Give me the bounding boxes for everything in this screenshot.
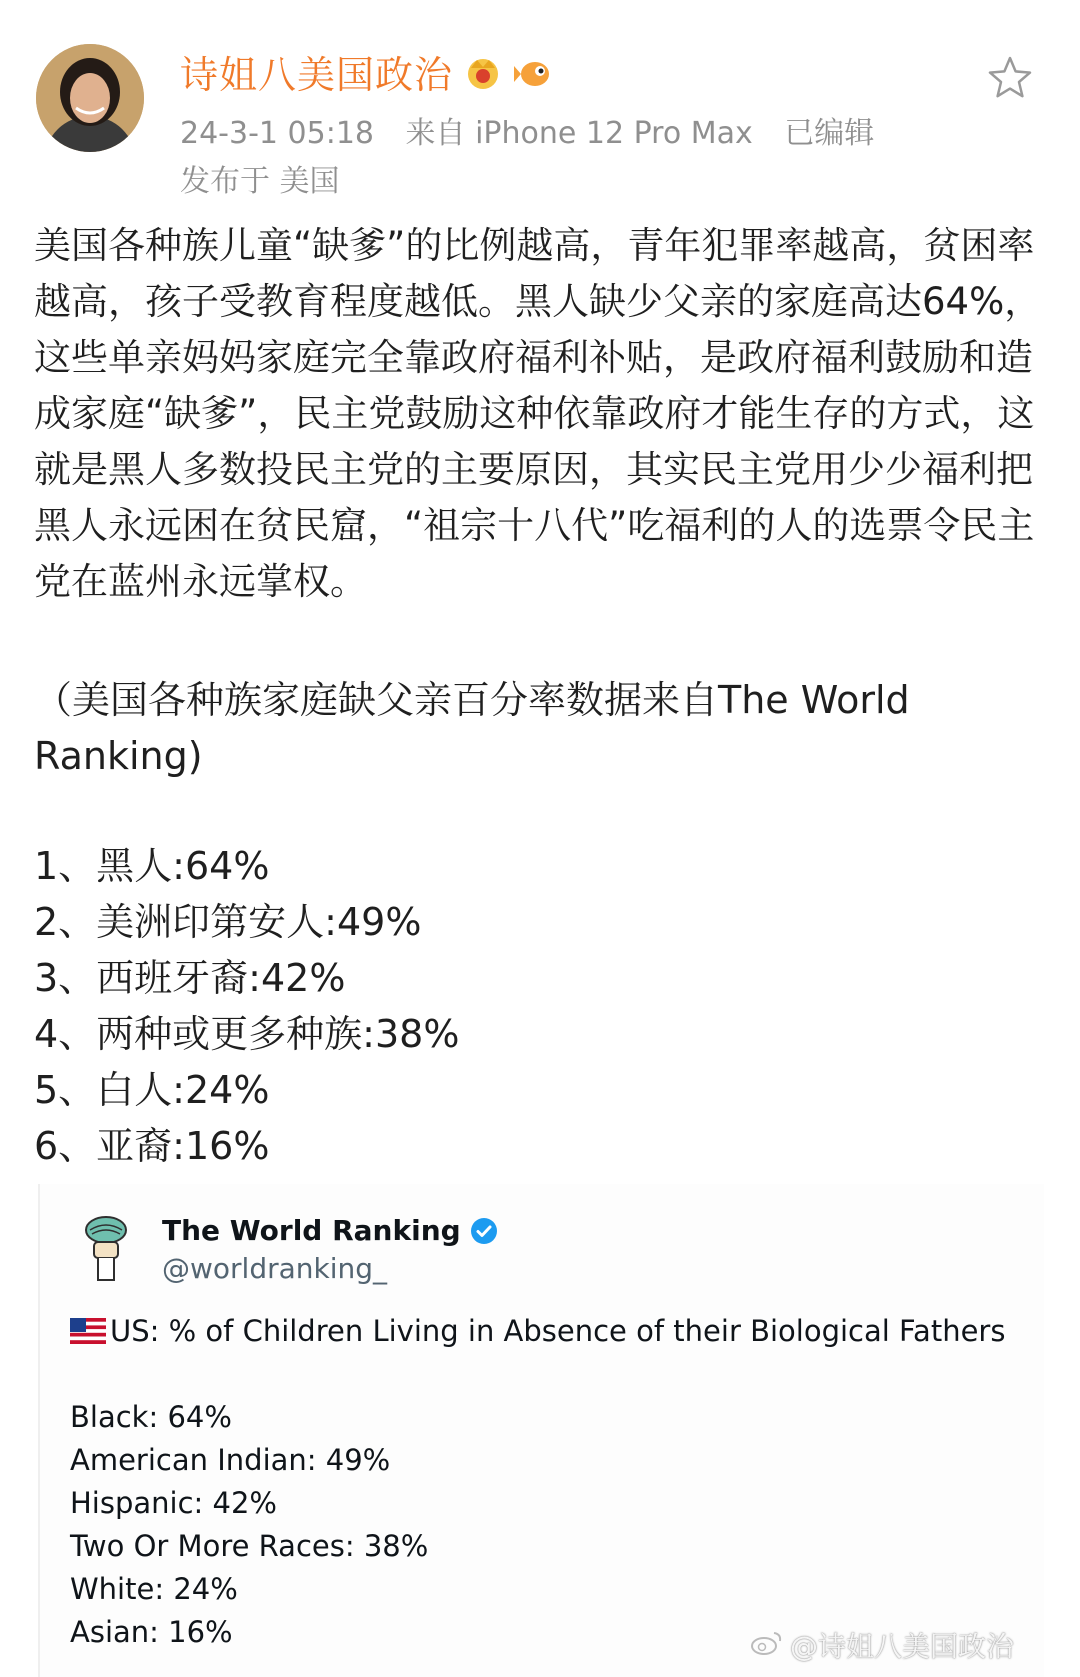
tweet-author-handle: @worldranking_ bbox=[162, 1252, 388, 1285]
list-item: American Indian: 49% bbox=[70, 1443, 391, 1477]
stats-list bbox=[34, 838, 459, 1174]
crown-badge-icon bbox=[463, 52, 503, 92]
weibo-logo-icon bbox=[750, 1627, 784, 1664]
post-meta bbox=[180, 108, 896, 152]
list-item: Hispanic: 42% bbox=[70, 1486, 277, 1520]
us-flag-icon bbox=[70, 1318, 106, 1344]
fish-badge-icon bbox=[513, 52, 553, 92]
tweet-name-row bbox=[162, 1214, 499, 1247]
watermark-text: @诗姐八美国政治 bbox=[789, 1630, 1014, 1663]
edited-label[interactable]: 已编辑 bbox=[784, 116, 875, 151]
list-item: 3、西班牙裔:42% bbox=[34, 956, 346, 1000]
list-item: Black: 64% bbox=[70, 1400, 232, 1434]
list-item: White: 24% bbox=[70, 1572, 238, 1606]
embedded-tweet-image[interactable] bbox=[38, 1184, 1044, 1677]
list-item: 2、美洲印第安人:49% bbox=[34, 900, 422, 944]
tweet-headline-text: US: % of Children Living in Absence of their Biological Fathers bbox=[110, 1314, 1006, 1348]
tweet-headline bbox=[70, 1314, 1005, 1348]
tweet-author-avatar bbox=[80, 1214, 132, 1284]
post-timestamp: 24-3-1 05:18 bbox=[180, 116, 374, 151]
list-item: Two Or More Races: 38% bbox=[70, 1529, 429, 1563]
source-note: （美国各种族家庭缺父亲百分率数据来自The World Ranking) bbox=[34, 678, 910, 778]
list-item: Asian: 16% bbox=[70, 1615, 233, 1649]
weibo-watermark bbox=[750, 1625, 1014, 1665]
list-item: 5、白人:24% bbox=[34, 1068, 270, 1112]
tweet-author-name: The World Ranking bbox=[162, 1214, 461, 1247]
tweet-stats-list bbox=[70, 1396, 428, 1654]
author-avatar[interactable] bbox=[36, 44, 144, 152]
favorite-star-icon[interactable] bbox=[986, 54, 1034, 102]
post-source: 来自 iPhone 12 Pro Max bbox=[405, 116, 753, 151]
list-item: 6、亚裔:16% bbox=[34, 1124, 270, 1168]
list-item: 1、黑人:64% bbox=[34, 844, 270, 888]
author-name[interactable]: 诗姐八美国政治 bbox=[180, 53, 454, 97]
post-body: 美国各种族儿童“缺爹”的比例越高，青年犯罪率越高，贫困率越高，孩子受教育程度越低。黑人缺少父亲的家庭高达64%，这些单亲妈妈家庭完全靠政府福利补贴，是政府福利鼓励和造成家庭“缺爹”，民主党鼓励这种依靠政府才能生存的方式，这就是黑人多数投民主党的主要原因，其实民主党用少少福利把黑人永远困在贫民窟，“祖宗十八代”吃福利的人的选票令民主党在蓝州永远掌权。 bbox=[34, 224, 1042, 603]
post-header bbox=[0, 0, 1080, 200]
post-location: 发布于 美国 bbox=[180, 164, 340, 199]
username-row bbox=[180, 44, 553, 99]
verified-badge-icon bbox=[469, 1216, 499, 1246]
list-item: 4、两种或更多种族:38% bbox=[34, 1012, 460, 1056]
